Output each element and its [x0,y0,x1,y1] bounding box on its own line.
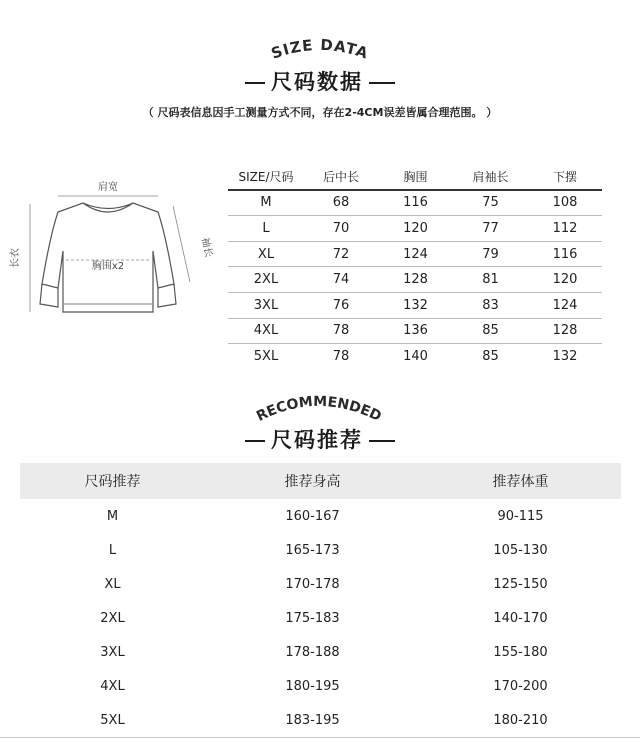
table-cell: 76 [304,292,378,318]
table-cell: 125-150 [493,576,548,592]
table-cell: 180-210 [493,712,548,728]
table-row [20,669,621,703]
measurement-note: （ 尺码表信息因手工测量方式不同，存在2-4CM误差皆属合理范围。 ） [142,106,498,119]
table-cell: 128 [378,267,453,293]
table-cell: 78 [304,318,378,344]
heading-dash-right [369,82,395,84]
table-cell: 175-183 [285,610,340,626]
table-cell: L [108,542,117,558]
hem-col-header: 下摆 [528,164,602,190]
recommended-badge-text: RECOMMENDED [254,393,384,425]
table-cell: 170-200 [493,678,548,694]
shoulder-sleeve-col-header: 肩袖长 [453,164,528,190]
table-cell: M [228,190,304,216]
table-cell: 90-115 [497,508,544,524]
size-data-heading [0,66,640,96]
table-row [20,499,621,533]
garment-diagram [8,176,223,326]
table-row [20,533,621,567]
table-cell: XL [228,241,304,267]
table-cell: 70 [304,216,378,242]
heading-dash-right [369,440,395,442]
table-cell: 105-130 [493,542,548,558]
table-cell: 85 [482,348,499,364]
table-row [228,318,602,344]
table-cell: 124 [528,292,602,318]
table-cell: 85 [453,318,528,344]
table-row [20,635,621,669]
table-cell: 178-188 [285,644,340,660]
table-cell: 3XL [100,644,125,660]
recommended-badge [0,382,640,428]
table-cell: 2XL [100,610,125,626]
table-cell: 5XL [253,348,279,364]
table-cell: 5XL [100,712,125,728]
table-cell: 72 [304,241,378,267]
table-cell: 83 [453,292,528,318]
table-cell: 68 [304,190,378,216]
recommend-weight-col-header: 推荐体重 [492,474,549,490]
table-cell: 75 [453,190,528,216]
table-row [228,292,602,318]
recommend-title: 尺码推荐 [271,428,363,452]
table-cell: 165-173 [285,542,340,558]
table-cell: 3XL [228,292,304,318]
table-cell: 160-167 [285,508,340,524]
table-cell: 120 [378,216,453,242]
table-cell: 132 [552,348,578,364]
table-cell: 2XL [228,267,304,293]
table-cell: 78 [332,348,350,364]
chest-label: 胸围x2 [91,261,125,272]
table-cell: 4XL [100,678,125,694]
table-cell: 136 [378,318,453,344]
table-cell: 108 [528,190,602,216]
table-cell: XL [104,576,121,592]
table-row [228,267,602,293]
table-row [228,190,602,216]
table-cell: 116 [528,241,602,267]
table-cell: 4XL [228,318,304,344]
table-cell: M [106,508,119,524]
svg-text:SIZE DATA [269,36,371,63]
table-row [20,703,621,737]
bottom-divider [0,737,640,738]
size-col-header: SIZE/尺码 [228,164,304,190]
size-data-badge-text: SIZE DATA [268,35,372,63]
size-table-header-row [228,164,602,190]
svg-text:RECOMMENDED [254,394,384,425]
table-cell: 77 [453,216,528,242]
back-length-col-header: 后中长 [304,164,378,190]
table-cell: 116 [378,190,453,216]
table-cell: 120 [528,267,602,293]
table-cell: 140 [403,348,428,364]
recommend-height-col-header: 推荐身高 [284,474,341,490]
table-cell: 79 [453,241,528,267]
table-cell: 180-195 [285,678,340,694]
shoulder-label: 肩宽 [98,182,118,193]
table-cell: 132 [378,292,453,318]
table-row [20,567,621,601]
sleeve-label: 袖长 [198,236,214,259]
size-data-title: 尺码数据 [271,70,363,94]
table-cell: 170-178 [285,576,340,592]
garment-collar [83,203,133,212]
heading-dash-left [245,82,265,84]
table-row [228,216,602,242]
size-data-badge [0,22,640,68]
table-cell: 183-195 [285,712,340,728]
sleeve-measure-line [173,206,190,282]
table-cell: 140-170 [493,610,548,626]
table-cell: 124 [378,241,453,267]
recommend-heading [0,424,640,454]
table-cell: L [228,216,304,242]
recommend-size-col-header: 尺码推荐 [84,474,141,490]
heading-dash-left [245,440,265,442]
recommend-table-body [20,499,621,737]
chest-col-header: 胸围 [378,164,453,190]
table-cell: 74 [304,267,378,293]
table-row [228,241,602,267]
table-cell: 155-180 [493,644,548,660]
garment-outline [42,203,174,312]
table-cell: 112 [528,216,602,242]
length-label: 长衣 [10,248,21,268]
table-cell: 81 [453,267,528,293]
size-data-table [228,164,602,369]
table-row [228,344,602,369]
recommend-table-header [20,463,621,499]
table-row [20,601,621,635]
table-cell: 128 [528,318,602,344]
